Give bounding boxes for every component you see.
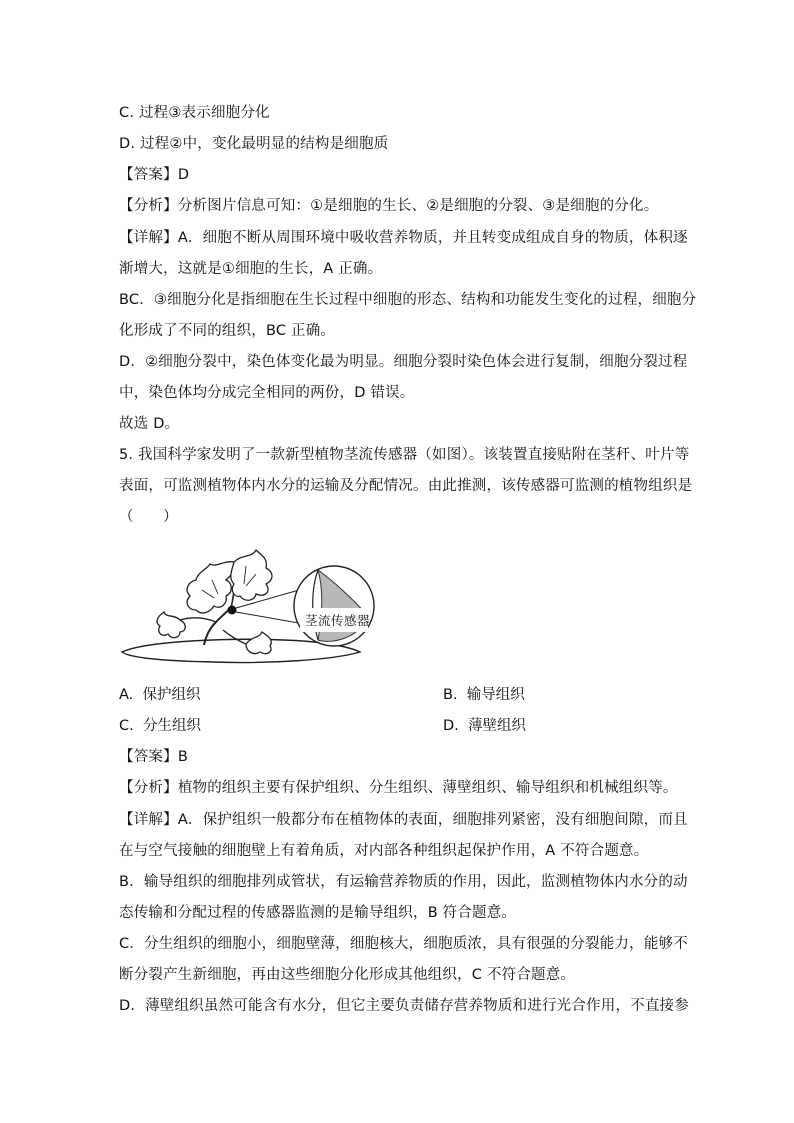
q5-option-b-letter: B. bbox=[443, 687, 458, 703]
q5-option-c-text: 分生组织 bbox=[142, 718, 201, 734]
plant-branch-left bbox=[180, 618, 216, 622]
detail-d-line: D．②细胞分裂中，染色体变化最为明显。细胞分裂时染色体会进行复制，细胞分裂过程 bbox=[119, 354, 688, 370]
q5-detail-b-line: B．输导组织的细胞排列成管状，有运输营养物质的作用，因此，监测植物体内水分的动 bbox=[119, 874, 688, 890]
q5-option-a-text: 保护组织 bbox=[142, 687, 201, 703]
q5-stem-line-2: 表面，可监测植物体内水分的运输及分配情况。由此推测，该传感器可监测的植物组织是 bbox=[119, 478, 693, 494]
sensor-dot bbox=[228, 606, 237, 615]
option-d: D. 过程②中，变化最明显的结构是细胞质 bbox=[119, 136, 389, 152]
q5-option-d-letter: D. bbox=[443, 718, 459, 734]
conclusion: 故选 D。 bbox=[119, 416, 180, 432]
plant-sensor-figure bbox=[118, 540, 378, 670]
answer-tag: 【答案】 bbox=[119, 167, 178, 183]
detail-a-text: A．细胞不断从周围环境中吸收营养物质，并且转变成组成自身的物质，体积逐 bbox=[177, 230, 688, 246]
q5-detail-d-line: D．薄壁组织虽然可能含有水分，但它主要负责储存营养物质和进行光合作用，不直接参 bbox=[119, 998, 689, 1014]
q5-option-d-text: 薄壁组织 bbox=[468, 718, 526, 734]
leaf-cluster-top bbox=[231, 550, 272, 600]
sensor-label: 茎流传感器 bbox=[305, 613, 371, 628]
q5-answer-value: B bbox=[177, 749, 188, 765]
answer-value: D bbox=[177, 167, 190, 183]
q5-stem-line-3: （ ） bbox=[119, 509, 178, 525]
detail-bc-line: BC．③细胞分化是指细胞在生长过程中细胞的形态、结构和功能发生变化的过程，细胞分 bbox=[119, 292, 697, 308]
q5-stem-line-1: 5. 我国科学家发明了一款新型植物茎流传感器（如图）。该装置直接贴附在茎秆、叶片等 bbox=[119, 447, 690, 463]
q5-analysis-text: 植物的组织主要有保护组织、分生组织、薄壁组织、输导组织和机械组织等。 bbox=[177, 780, 678, 796]
detail-tag: 【详解】 bbox=[119, 230, 178, 246]
q5-option-c bbox=[119, 716, 201, 736]
q5-answer-line bbox=[119, 747, 679, 767]
analysis-line bbox=[119, 196, 679, 216]
leaf-cluster-main bbox=[187, 562, 235, 613]
option-c: C. 过程③表示细胞分化 bbox=[119, 105, 270, 121]
q5-option-c-letter: C. bbox=[119, 718, 134, 734]
leaf-left bbox=[157, 612, 185, 638]
q5-answer-tag: 【答案】 bbox=[119, 749, 178, 765]
q5-detail-tag: 【详解】 bbox=[119, 812, 178, 828]
plant-illustration bbox=[118, 540, 378, 670]
q5-detail-b-cont: 态传输和分配过程的传感器监测的是输导组织，B 符合题意。 bbox=[119, 905, 517, 921]
q5-detail-c-cont: 断分裂产生新细胞，再由这些细胞分化形成其他组织，C 不符合题意。 bbox=[119, 967, 576, 983]
q5-option-b bbox=[443, 685, 525, 705]
q5-option-a-letter: A. bbox=[119, 687, 134, 703]
answer-line bbox=[119, 165, 679, 185]
q5-detail-c-line: C．分生组织的细胞小，细胞壁薄，细胞核大，细胞质浓，具有很强的分裂能力，能够不 bbox=[119, 936, 688, 952]
q5-analysis-tag: 【分析】 bbox=[119, 780, 178, 796]
analysis-text: 分析图片信息可知：①是细胞的生长、②是细胞的分裂、③是细胞的分化。 bbox=[177, 198, 659, 214]
q5-option-d bbox=[443, 716, 526, 736]
q5-option-b-text: 输导组织 bbox=[466, 687, 525, 703]
detail-a-cont: 渐增大，这就是①细胞的生长，A 正确。 bbox=[119, 261, 383, 277]
detail-line bbox=[119, 228, 688, 248]
q5-detail-line bbox=[119, 810, 688, 830]
q5-analysis-line bbox=[119, 778, 679, 798]
leaf-right-low bbox=[246, 632, 271, 654]
q5-option-a bbox=[119, 685, 201, 705]
detail-d-cont: 中，染色体均分成完全相同的两份，D 错误。 bbox=[119, 385, 415, 401]
q5-detail-a-text: A．保护组织一般都分布在植物体的表面，细胞排列紧密，没有细胞间隙，而且 bbox=[177, 812, 688, 828]
detail-bc-cont: 化形成了不同的组织，BC 正确。 bbox=[119, 323, 336, 339]
q5-detail-a-cont: 在与空气接触的细胞壁上有着角质，对内部各种组织起保护作用，A 不符合题意。 bbox=[119, 843, 649, 859]
analysis-tag: 【分析】 bbox=[119, 198, 178, 214]
